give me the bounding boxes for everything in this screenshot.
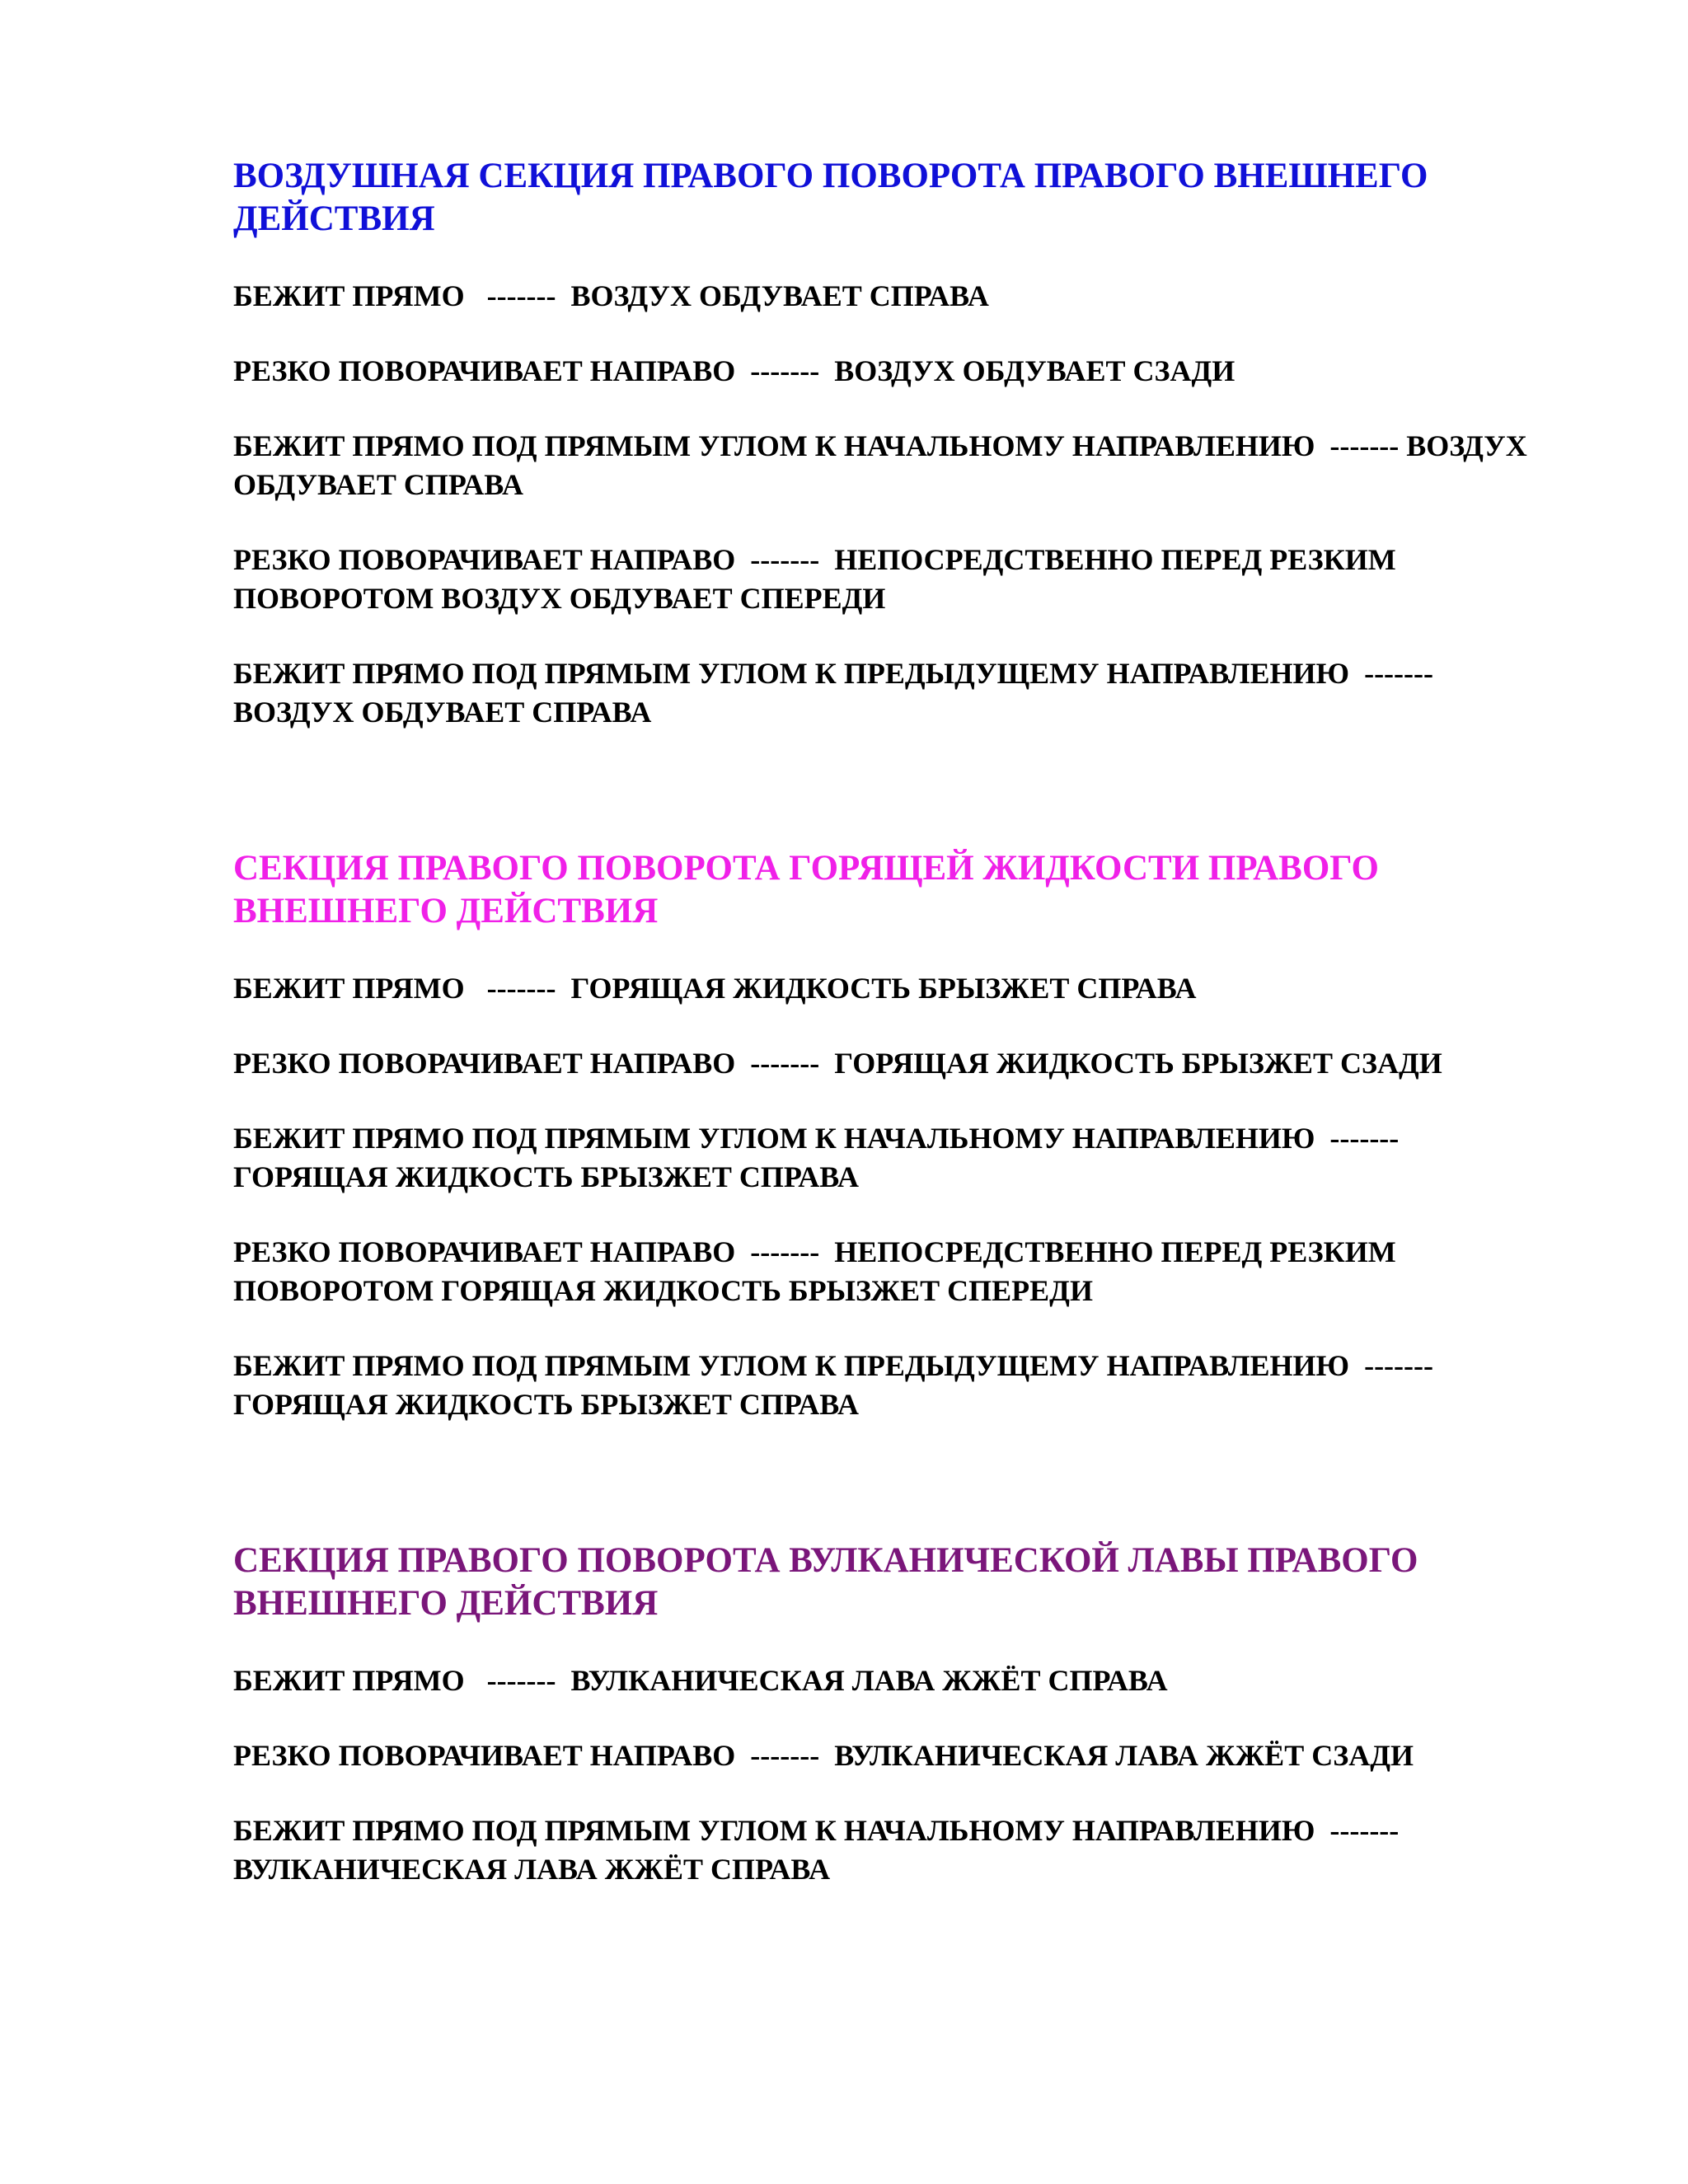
section-air-item-4: РЕЗКО ПОВОРАЧИВАЕТ НАПРАВО ------- НЕПОСРЕДСТВЕННО ПЕРЕД РЕЗКИМ ПОВОРОТОМ ВОЗДУХ ОБДУВАЕТ СПЕРЕДИ: [233, 543, 1404, 615]
section-burning-liquid-item-5: БЕЖИТ ПРЯМО ПОД ПРЯМЫМ УГЛОМ К ПРЕДЫДУЩЕМУ НАПРАВЛЕНИЮ ------- ГОРЯЩАЯ ЖИДКОСТЬ БРЫЗЖЕТ СПРАВА: [233, 1349, 1441, 1421]
section-volcanic-lava-item-2: РЕЗКО ПОВОРАЧИВАЕТ НАПРАВО ------- ВУЛКАНИЧЕСКАЯ ЛАВА ЖЖЁТ СЗАДИ: [233, 1739, 1414, 1772]
section-title-air: ВОЗДУШНАЯ СЕКЦИЯ ПРАВОГО ПОВОРОТА ПРАВОГО ВНЕШНЕГО ДЕЙСТВИЯ: [233, 157, 1428, 238]
section-burning-liquid: [233, 847, 1560, 1424]
section-volcanic-lava-item-3: БЕЖИТ ПРЯМО ПОД ПРЯМЫМ УГЛОМ К НАЧАЛЬНОМУ НАПРАВЛЕНИЮ ------- ВУЛКАНИЧЕСКАЯ ЛАВА ЖЖЁТ СПРАВА: [233, 1814, 1407, 1886]
section-burning-liquid-item-3: БЕЖИТ ПРЯМО ПОД ПРЯМЫМ УГЛОМ К НАЧАЛЬНОМУ НАПРАВЛЕНИЮ ------- ГОРЯЩАЯ ЖИДКОСТЬ БРЫЗЖЕТ СПРАВА: [233, 1122, 1407, 1193]
section-air-item-3: БЕЖИТ ПРЯМО ПОД ПРЯМЫМ УГЛОМ К НАЧАЛЬНОМУ НАПРАВЛЕНИЮ ------- ВОЗДУХ ОБДУВАЕТ СПРАВА: [233, 429, 1535, 501]
section-burning-liquid-item-1: БЕЖИТ ПРЯМО ------- ГОРЯЩАЯ ЖИДКОСТЬ БРЫЗЖЕТ СПРАВА: [233, 972, 1197, 1005]
section-air-item-1: БЕЖИТ ПРЯМО ------- ВОЗДУХ ОБДУВАЕТ СПРАВА: [233, 279, 989, 312]
section-air-item-2: РЕЗКО ПОВОРАЧИВАЕТ НАПРАВО ------- ВОЗДУХ ОБДУВАЕТ СЗАДИ: [233, 354, 1236, 387]
section-volcanic-lava-item-1: БЕЖИТ ПРЯМО ------- ВУЛКАНИЧЕСКАЯ ЛАВА ЖЖЁТ СПРАВА: [233, 1664, 1168, 1697]
document-content: [233, 155, 1560, 1889]
section-burning-liquid-item-4: РЕЗКО ПОВОРАЧИВАЕТ НАПРАВО ------- НЕПОСРЕДСТВЕННО ПЕРЕД РЕЗКИМ ПОВОРОТОМ ГОРЯЩАЯ ЖИДКОСТЬ БРЫЗЖЕТ СПЕРЕДИ: [233, 1235, 1404, 1307]
section-air: [233, 155, 1560, 732]
section-volcanic-lava: [233, 1540, 1560, 1889]
section-air-item-5: БЕЖИТ ПРЯМО ПОД ПРЯМЫМ УГЛОМ К ПРЕДЫДУЩЕМУ НАПРАВЛЕНИЮ ------- ВОЗДУХ ОБДУВАЕТ СПРАВА: [233, 657, 1441, 729]
section-burning-liquid-item-2: РЕЗКО ПОВОРАЧИВАЕТ НАПРАВО ------- ГОРЯЩАЯ ЖИДКОСТЬ БРЫЗЖЕТ СЗАДИ: [233, 1047, 1442, 1080]
section-title-burning-liquid: СЕКЦИЯ ПРАВОГО ПОВОРОТА ГОРЯЩЕЙ ЖИДКОСТИ ПРАВОГО ВНЕШНЕГО ДЕЙСТВИЯ: [233, 849, 1380, 930]
section-title-volcanic-lava: СЕКЦИЯ ПРАВОГО ПОВОРОТА ВУЛКАНИЧЕСКОЙ ЛАВЫ ПРАВОГО ВНЕШНЕГО ДЕЙСТВИЯ: [233, 1541, 1418, 1623]
